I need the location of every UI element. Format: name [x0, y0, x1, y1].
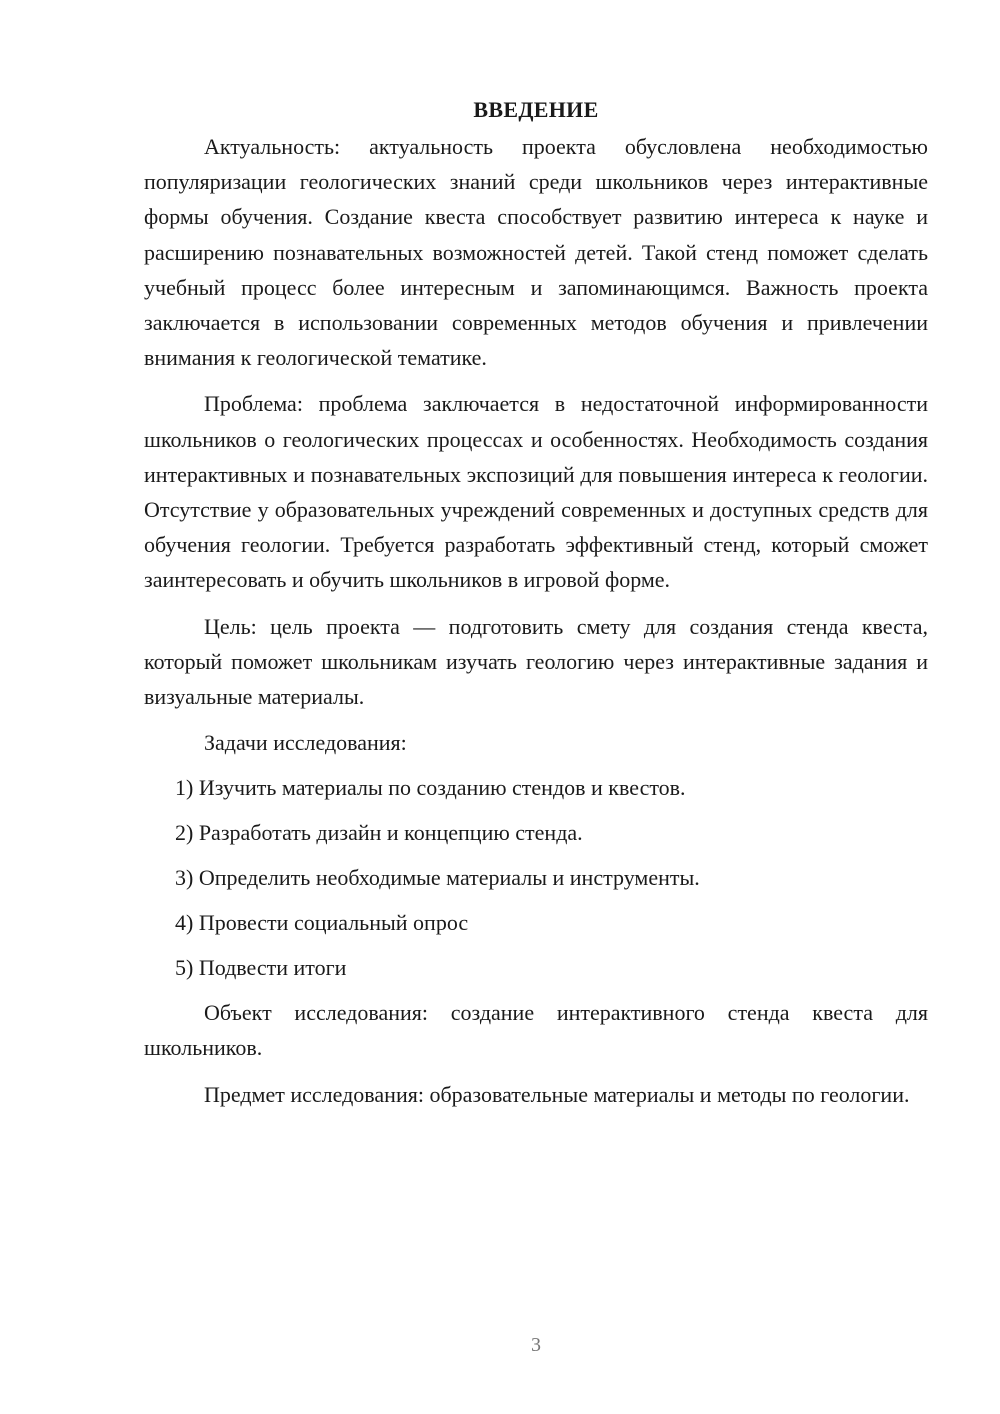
list-item: 2) Разработать дизайн и концепцию стенда.: [175, 820, 583, 846]
list-item: 1) Изучить материалы по созданию стендов и квестов.: [175, 775, 686, 801]
list-item: 5) Подвести итоги: [175, 955, 347, 981]
problem-paragraph: Проблема: проблема заключается в недостаточной информированности школьников о геологических процессах и особенностях. Необходимость создания интерактивных и познавательных экспозиций для повышения интереса к геологии. Отсутствие у образовательных учреждений современных и доступных средств для обучения геологии. Требуется разработать эффективный стенд, который сможет заинтересовать и обучить школьников в игровой форме.: [144, 391, 928, 593]
tasks-title: Задачи исследования:: [204, 730, 407, 756]
page-title: ВВЕДЕНИЕ: [473, 97, 599, 122]
page-number: 3: [531, 1334, 541, 1356]
object-paragraph: Объект исследования: создание интерактивного стенда квеста для школьников.: [144, 1000, 928, 1061]
goal-paragraph: Цель: цель проекта — подготовить смету для создания стенда квеста, который поможет школьникам изучать геологию через интерактивные задания и визуальные материалы.: [144, 613, 928, 710]
relevance-paragraph: Актуальность: актуальность проекта обусловлена необходимостью популяризации геологических знаний среди школьников через интерактивные формы обучения. Создание квеста способствует развитию интереса к науке и расширению познавательных возможностей детей. Такой стенд поможет сделать учебный процесс более интересным и запоминающимся. Важность проекта заключается в использовании современных методов обучения и привлечении внимания к геологической тематике.: [144, 134, 928, 371]
tasks-list: [144, 770, 928, 985]
document-page: [144, 92, 928, 1123]
subject-paragraph: Предмет исследования: образовательные материалы и методы по геологии.: [204, 1081, 910, 1107]
list-item: 3) Определить необходимые материалы и инструменты.: [175, 865, 700, 891]
list-item: 4) Провести социальный опрос: [175, 910, 469, 936]
